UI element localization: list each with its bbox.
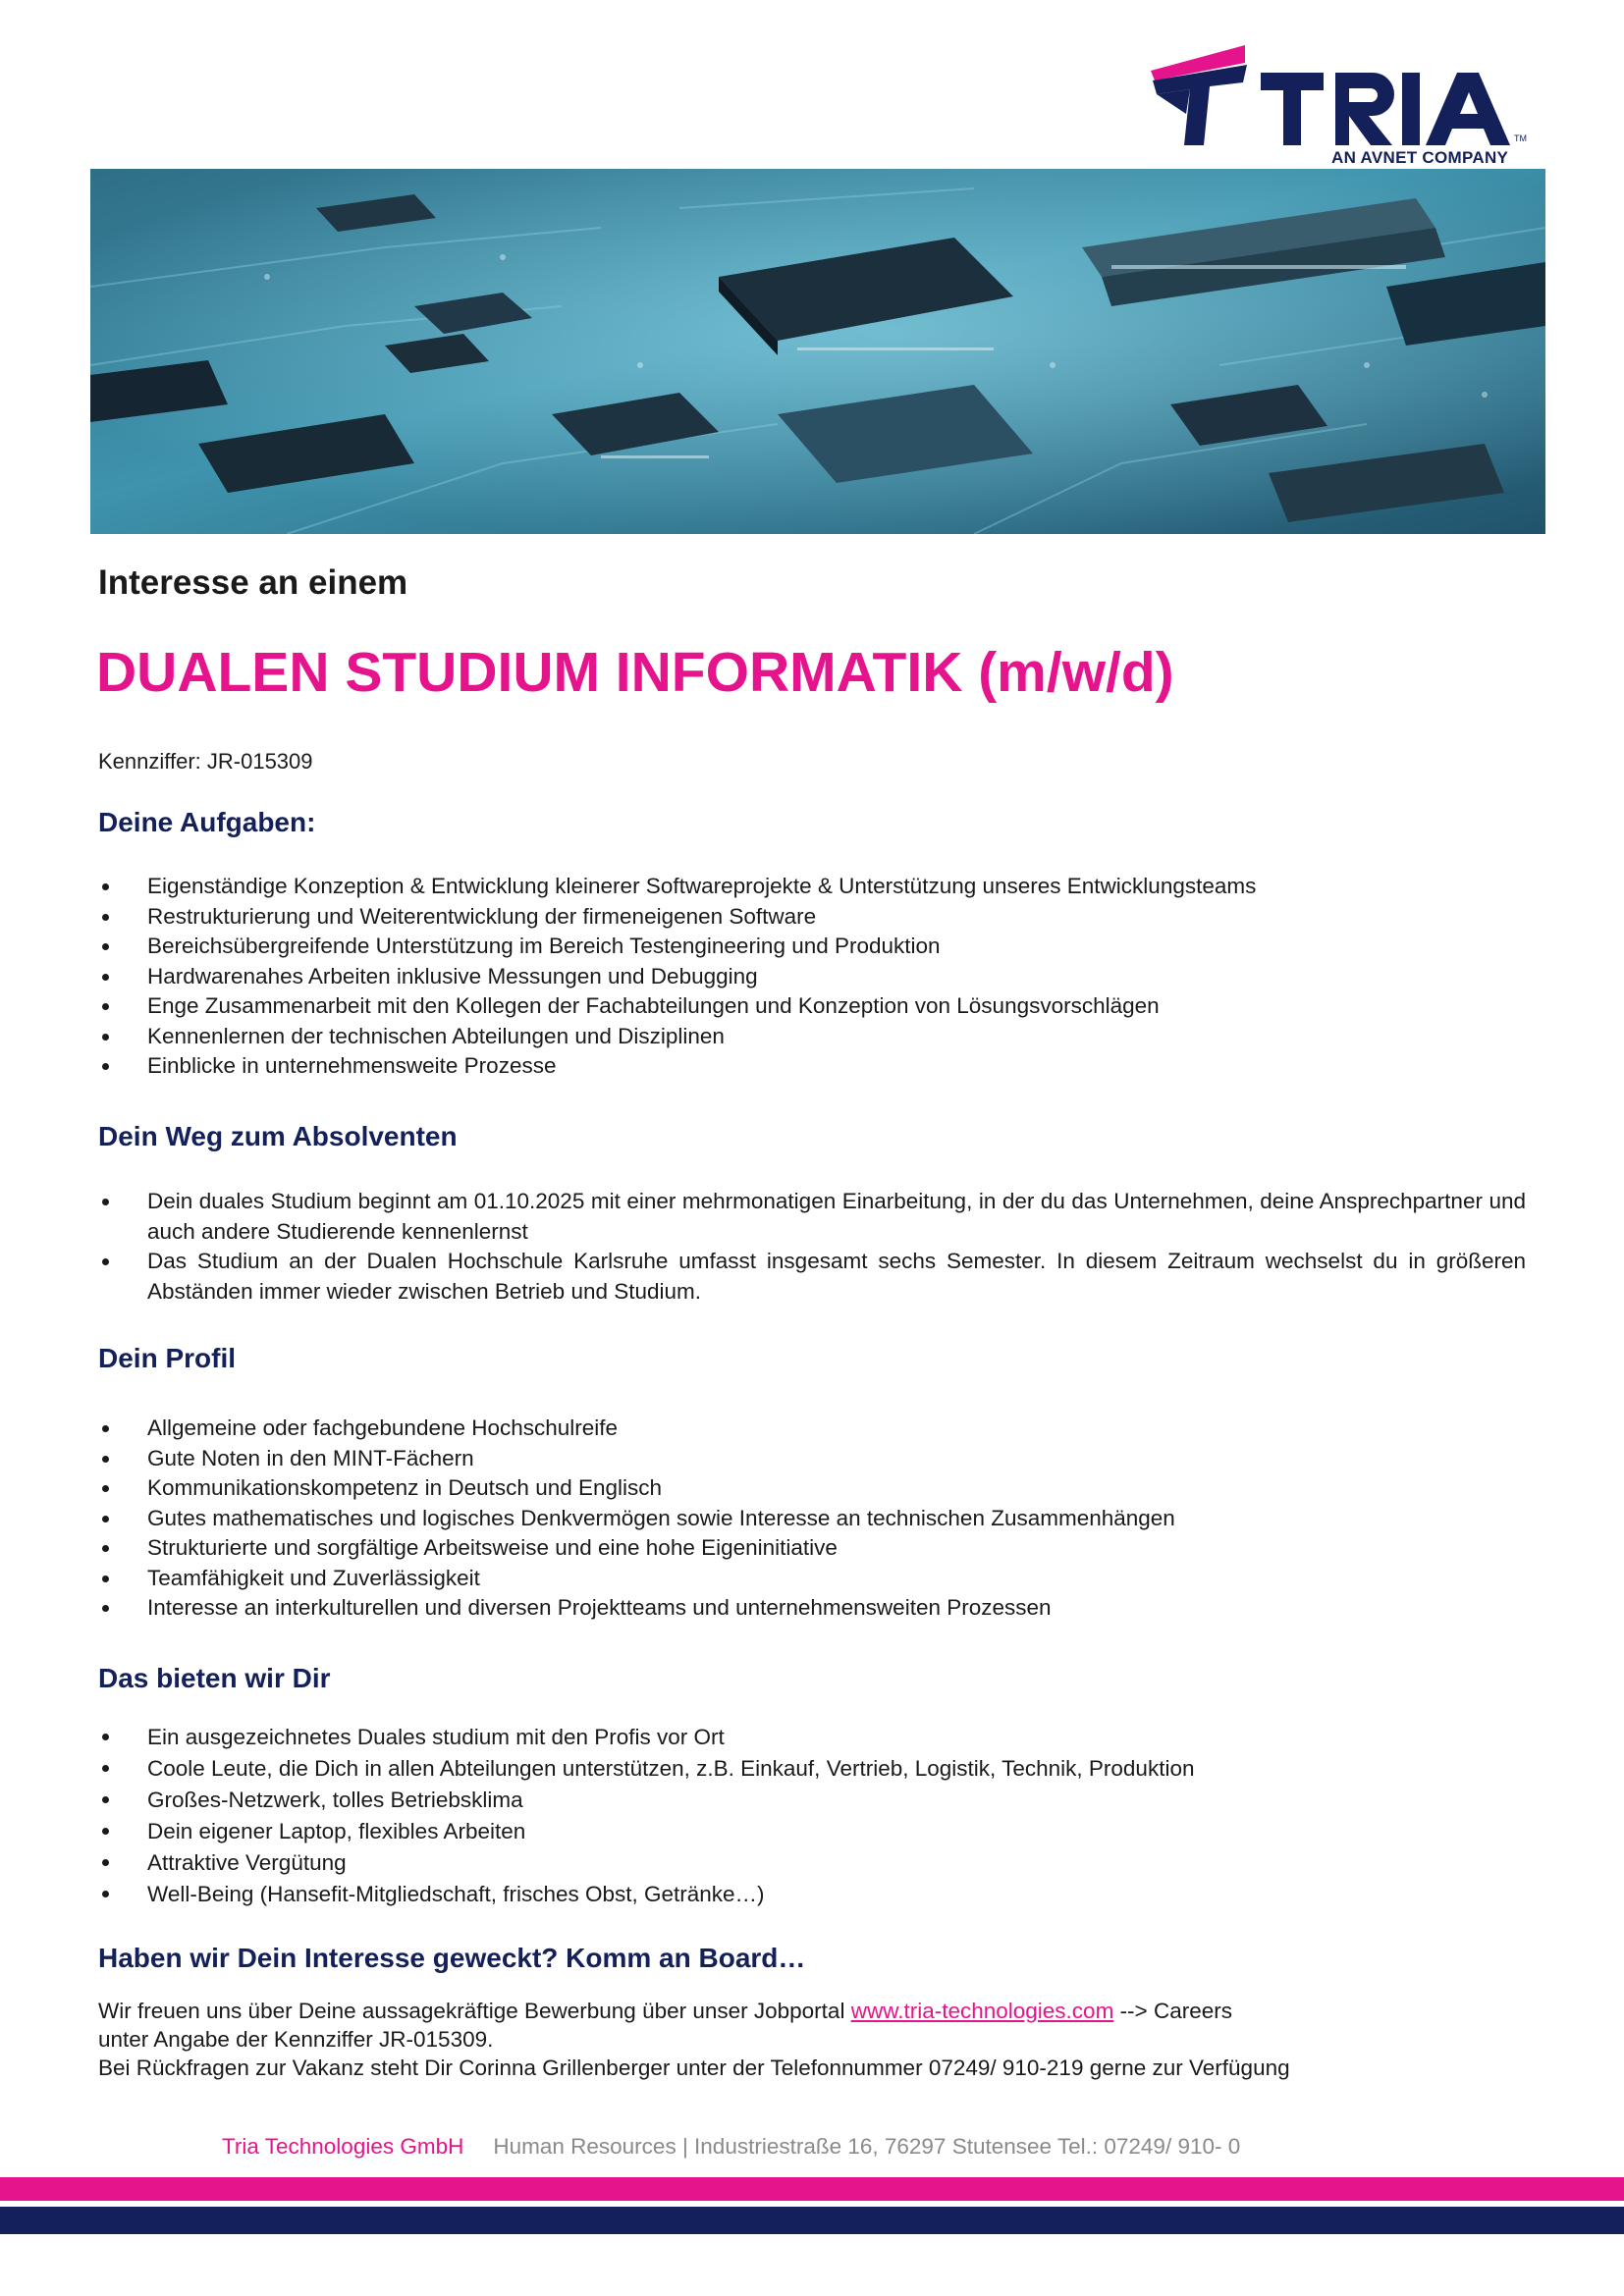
list-item: Well-Being (Hansefit-Mitgliedschaft, frisches Obst, Getränke…): [98, 1879, 1528, 1910]
reference-number: Kennziffer: JR-015309: [98, 749, 313, 774]
list-item: Allgemeine oder fachgebundene Hochschulreife: [98, 1414, 1528, 1444]
tasks-list: [98, 872, 1528, 1082]
cta-heading: Haben wir Dein Interesse geweckt? Komm an Board…: [98, 1943, 806, 1973]
list-item: Enge Zusammenarbeit mit den Kollegen der Fachabteilungen und Konzeption von Lösungsvorschlägen: [98, 991, 1528, 1022]
list-item: Einblicke in unternehmensweite Prozesse: [98, 1051, 1528, 1082]
brand-tagline: AN AVNET COMPANY: [1331, 148, 1509, 167]
list-item: Das Studium an der Dualen Hochschule Karlsruhe umfasst insgesamt sechs Semester. In diesem Zeitraum wechselst du in größeren Abständen immer wieder zwischen Betrieb und Studium.: [98, 1247, 1526, 1307]
list-item: Gute Noten in den MINT-Fächern: [98, 1444, 1528, 1474]
list-item: Eigenständige Konzeption & Entwicklung kleinerer Softwareprojekte & Unterstützung unseres Entwicklungsteams: [98, 872, 1528, 902]
circuit-board-photo: [90, 169, 1545, 534]
footer-bar-navy: [0, 2207, 1624, 2234]
footer: [222, 2134, 1240, 2160]
jobportal-link[interactable]: www.tria-technologies.com: [850, 1999, 1114, 2023]
list-item: Interesse an interkulturellen und diversen Projektteams und unternehmensweiten Prozessen: [98, 1593, 1528, 1624]
list-item: Attraktive Vergütung: [98, 1847, 1528, 1879]
section-heading-profile: Dein Profil: [98, 1343, 237, 1373]
list-item: Dein duales Studium beginnt am 01.10.2025 mit einer mehrmonatigen Einarbeitung, in der du das Unternehmen, deine Ansprechpartner und auch andere Studierende kennenlernst: [98, 1187, 1526, 1247]
list-item: Kommunikationskompetenz in Deutsch und Englisch: [98, 1473, 1528, 1504]
application-text: [98, 1997, 1512, 2082]
list-item: Kennenlernen der technischen Abteilungen und Disziplinen: [98, 1022, 1528, 1052]
svg-text:TM: TM: [1514, 133, 1527, 143]
footer-bar-pink: [0, 2177, 1624, 2201]
profile-list: [98, 1414, 1528, 1624]
list-item: Bereichsübergreifende Unterstützung im Bereich Testengineering und Produktion: [98, 932, 1528, 962]
apply-reference-line: unter Angabe der Kennziffer JR-015309.: [98, 2027, 494, 2052]
list-item: Großes-Netzwerk, tolles Betriebsklima: [98, 1785, 1528, 1816]
list-item: Strukturierte und sorgfältige Arbeitsweise und eine hohe Eigeninitiative: [98, 1533, 1528, 1564]
intro-text: Interesse an einem: [98, 563, 408, 602]
footer-address: Human Resources | Industriestraße 16, 76297 Stutensee Tel.: 07249/ 910- 0: [493, 2134, 1241, 2159]
offer-list: [98, 1722, 1528, 1910]
list-item: Restrukturierung und Weiterentwicklung der firmeneigenen Software: [98, 902, 1528, 933]
section-heading-path: Dein Weg zum Absolventen: [98, 1121, 458, 1151]
list-item: Teamfähigkeit und Zuverlässigkeit: [98, 1564, 1528, 1594]
apply-text-start: Wir freuen uns über Deine aussagekräftige Bewerbung über unser Jobportal: [98, 1999, 851, 2023]
list-item: Hardwarenahes Arbeiten inklusive Messungen und Debugging: [98, 962, 1528, 992]
contact-line: Bei Rückfragen zur Vakanz steht Dir Corinna Grillenberger unter der Telefonnummer 07249/ 910-219 gerne zur Verfügung: [98, 2056, 1290, 2080]
list-item: Coole Leute, die Dich in allen Abteilungen unterstützen, z.B. Einkauf, Vertrieb, Logistik, Technik, Produktion: [98, 1753, 1528, 1785]
footer-company: Tria Technologies GmbH: [222, 2134, 464, 2159]
path-list: [98, 1187, 1526, 1307]
list-item: Ein ausgezeichnetes Duales studium mit den Profis vor Ort: [98, 1722, 1528, 1753]
apply-text-end: --> Careers: [1113, 1999, 1232, 2023]
job-title: DUALEN STUDIUM INFORMATIK (m/w/d): [96, 641, 1174, 704]
list-item: Dein eigener Laptop, flexibles Arbeiten: [98, 1816, 1528, 1847]
section-heading-tasks: Deine Aufgaben:: [98, 807, 316, 837]
section-heading-offer: Das bieten wir Dir: [98, 1663, 331, 1693]
list-item: Gutes mathematisches und logisches Denkvermögen sowie Interesse an technischen Zusammenhängen: [98, 1504, 1528, 1534]
